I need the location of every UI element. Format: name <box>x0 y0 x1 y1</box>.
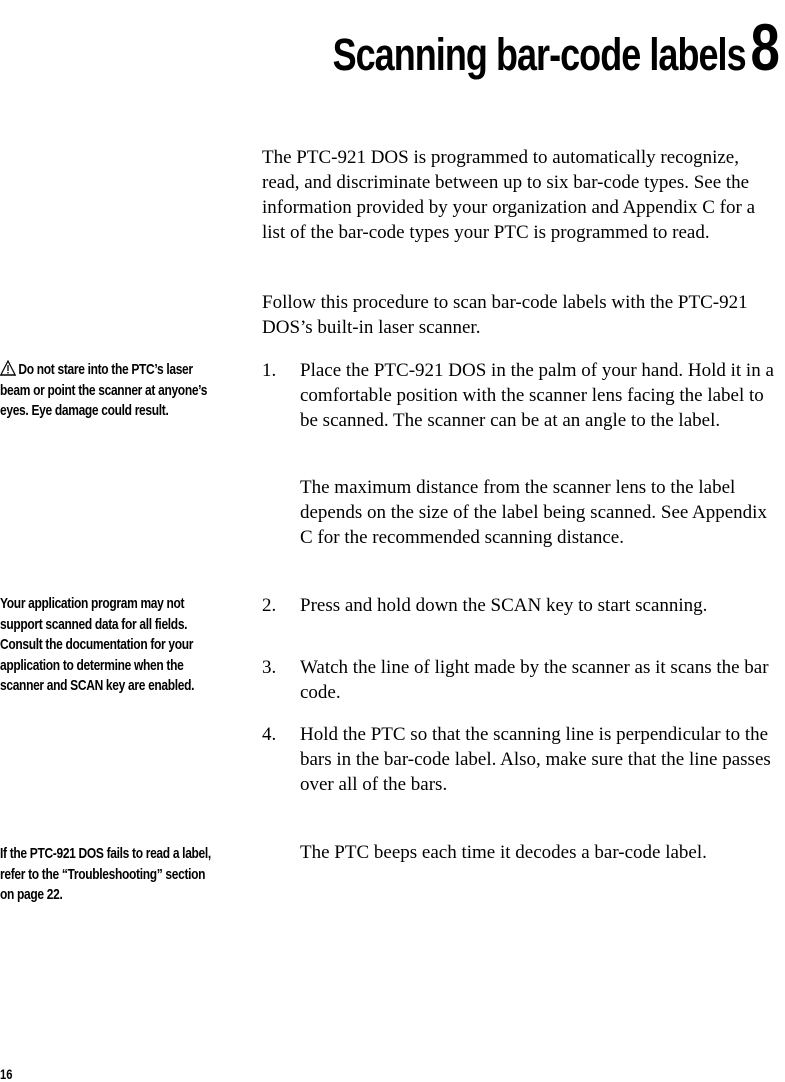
intro-paragraph-2: Follow this procedure to scan bar-code labels with the PTC-921 DOS’s built-in laser scanner. <box>262 292 748 338</box>
chapter-title <box>332 10 779 84</box>
step-2-number: 2. <box>262 595 277 616</box>
chapter-number: 8 <box>750 10 779 84</box>
warning-triangle-icon <box>0 360 16 376</box>
step-4-followup: The PTC beeps each time it decodes a bar-code label. <box>300 842 707 863</box>
step-3-text: Watch the line of light made by the scanner as it scans the bar code. <box>300 657 769 703</box>
step-4-number: 4. <box>262 724 277 745</box>
step-2-text: Press and hold down the SCAN key to start scanning. <box>300 595 708 616</box>
step-4-text: Hold the PTC so that the scanning line is perpendicular to the bars in the bar-code label. Also, make sure that the line passes over all of the bars. <box>300 724 771 795</box>
page-number: 16 <box>0 1066 13 1082</box>
step-3-number: 3. <box>262 657 277 678</box>
chapter-title-text: Scanning bar-code labels <box>332 29 746 80</box>
warning-note <box>0 360 220 422</box>
troubleshooting-note: If the PTC-921 DOS fails to read a label, refer to the “Troubleshooting” section on page 22. <box>0 845 211 903</box>
application-note: Your application program may not support scanned data for all fields. Consult the documentation for your application to determine when the scanner and SCAN key are enabled. <box>0 595 195 694</box>
step-1-text: Place the PTC-921 DOS in the palm of your hand. Hold it in a comfortable position with the scanner lens facing the label to be scanned. The scanner can be at an angle to the label. <box>300 360 774 431</box>
step-1-followup: The maximum distance from the scanner lens to the label depends on the size of the label being scanned. See Appendix C for the recommended scanning distance. <box>300 477 767 548</box>
intro-paragraph-1: The PTC-921 DOS is programmed to automatically recognize, read, and discriminate between up to six bar-code types. See the information provided by your organization and Appendix C for a list of the bar-code types your PTC is programmed to read. <box>262 147 756 243</box>
step-1-number: 1. <box>262 360 277 381</box>
warning-note-text: Do not stare into the PTC’s laser beam or point the scanner at anyone’s eyes. Eye damage could result. <box>0 361 208 419</box>
